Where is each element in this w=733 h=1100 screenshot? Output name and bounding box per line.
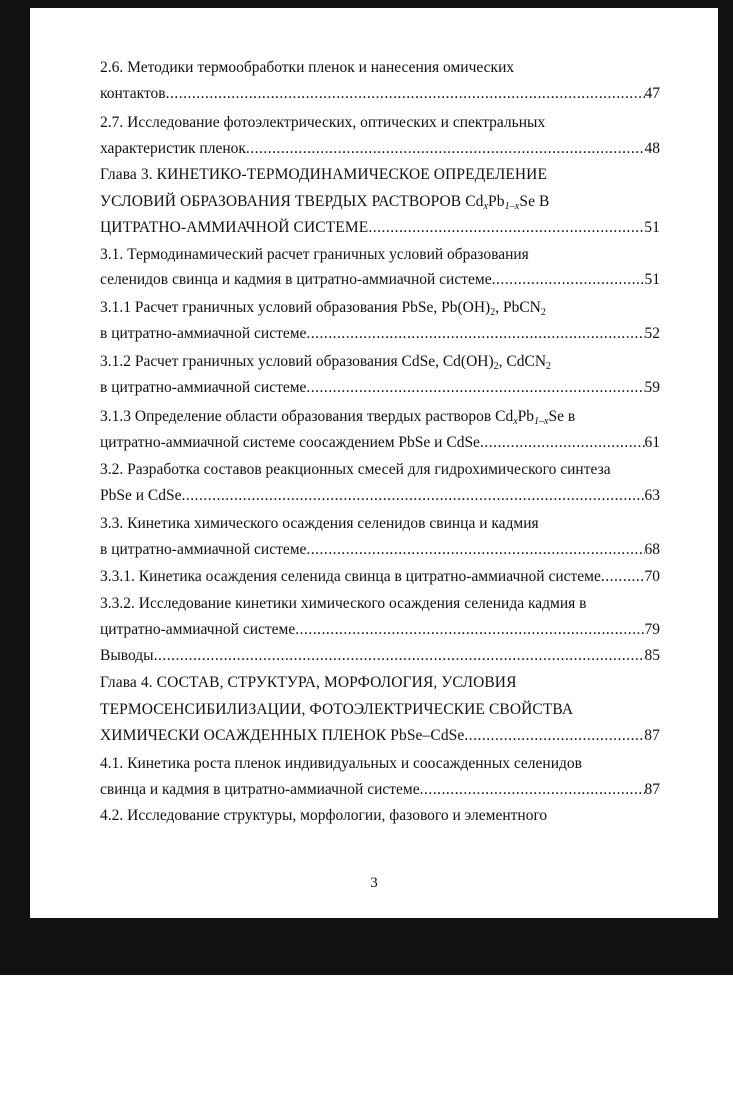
toc-line: 3.1. Термодинамический расчет граничных условий образования [100,246,529,263]
chapter-heading: Глава 3. КИНЕТИКО-ТЕРМОДИНАМИЧЕСКОЕ ОПРЕДЕЛЕНИЕ [100,166,548,183]
page-ref: 48 [644,140,660,157]
toc-entry: ЦИТРАТНО-АММИАЧНОЙ СИСТЕМЕ ..... 51 [100,218,660,238]
leader-dots [182,486,645,506]
page-ref: 87 [644,781,660,798]
toc-line: 3.3.2. Исследование кинетики химического осаждения селенида кадмия в [100,595,587,612]
toc-entry: в цитратно-аммиачной системе ..... 52 [100,324,660,344]
leader-dots [368,218,644,238]
leader-dots [306,540,644,560]
page-ref: 70 [644,568,660,585]
toc-line: 2.6. Методики термообработки пленок и нанесения омических [100,59,515,76]
page-number: 3 [370,875,378,891]
leader-dots [480,433,645,453]
toc-line: 3.2. Разработка составов реакционных смесей для гидрохимического синтеза [100,461,611,478]
toc-line: 3.3. Кинетика химического осаждения селенидов свинца и кадмия [100,515,539,532]
page-ref: 51 [644,271,660,288]
toc-entry: контактов ..... 47 [100,84,660,104]
page-ref: 61 [644,434,660,451]
leader-dots [464,726,644,746]
toc-entry: характеристик пленок ..... 48 [100,139,660,159]
toc-entry: селенидов свинца и кадмия в цитратно-аммиачной системе ..... 51 [100,270,660,290]
toc-line: 2.7. Исследование фотоэлектрических, оптических и спектральных [100,114,546,131]
chapter-heading: Глава 4. СОСТАВ, СТРУКТУРА, МОРФОЛОГИЯ, УСЛОВИЯ [100,674,517,691]
toc-line: 3.1.2 Расчет граничных условий образования CdSe, $Cd(OH)_2$, CdCN$_2$ [100,353,552,372]
toc-line: 4.1. Кинетика роста пленок индивидуальных и соосажденных селенидов [100,755,582,772]
page-ref: 51 [644,219,660,236]
leader-dots [306,324,644,344]
page-ref: 79 [644,621,660,638]
chapter-heading: ТЕРМОСЕНСИБИЛИЗАЦИИ, ФОТОЭЛЕКТРИЧЕСКИЕ СВОЙСТВА [100,701,574,718]
toc-entry: Выводы ..... 85 [100,646,660,666]
toc-line: 4.2. Исследование структуры, морфологии, фазового и элементного [100,807,548,824]
leader-dots [295,620,644,640]
leader-dots [420,780,645,800]
page-ref: 68 [644,541,660,558]
toc-entry: 3.3.1. Кинетика осаждения селенида свинца в цитратно-аммиачной системе ..... 70 [100,567,660,587]
toc-entry: свинца и кадмия в цитратно-аммиачной системе ..... 87 [100,780,660,800]
toc-line: 3.1.3 Определение области образования твердых растворов $Cd_xPb_{1-x}Se$ в [100,408,576,427]
leader-dots [306,378,644,398]
page-ref: 87 [644,727,660,744]
leader-dots [154,646,645,666]
leader-dots [601,567,645,587]
page-ref: 47 [644,85,660,102]
toc-entry: цитратно-аммиачной системе ..... 79 [100,620,660,640]
toc-entry: PbSe и CdSe ..... 63 [100,486,660,506]
leader-dots [246,139,645,159]
page-ref: 59 [644,379,660,396]
chapter-heading: УСЛОВИЙ ОБРАЗОВАНИЯ ТВЕРДЫХ РАСТВОРОВ $Cd_xPb_{1-x}Se$ В [100,193,550,212]
toc-entry: в цитратно-аммиачной системе ..... 59 [100,378,660,398]
page-ref: 85 [644,647,660,664]
leader-dots [492,270,645,290]
toc-entry: цитратно-аммиачной системе соосаждением PbSe и CdSe ..... 61 [100,433,660,453]
leader-dots [166,84,645,104]
document-page [30,8,718,918]
toc-entry: ХИМИЧЕСКИ ОСАЖДЕННЫХ ПЛЕНОК PbSe–CdSe ..... 87 [100,726,660,746]
toc-line: 3.1.1 Расчет граничных условий образования PbSe, $Pb(OH)_2$, PbCN$_2$ [100,299,546,318]
page-ref: 63 [644,487,660,504]
toc-entry: в цитратно-аммиачной системе ..... 68 [100,540,660,560]
page-ref: 52 [644,325,660,342]
